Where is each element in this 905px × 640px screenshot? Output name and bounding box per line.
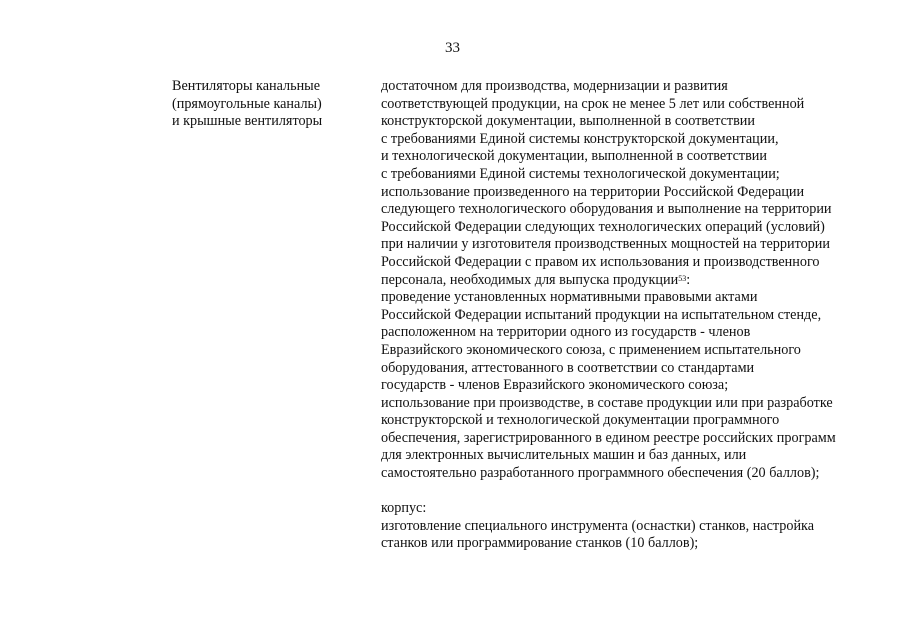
requirement-line: достаточном для производства, модернизации и развития	[381, 78, 728, 94]
requirement-line: с требованиями Единой системы технологической документации;	[381, 165, 780, 182]
footnote-reference[interactable]: 53	[678, 273, 687, 283]
requirement-line: проведение установленных нормативными правовыми актами	[381, 289, 758, 306]
requirement-line: конструкторской документации, выполненной в соответствии	[381, 113, 755, 130]
requirement-line: Российской Федерации с правом их использования и производственного	[381, 253, 820, 270]
requirement-line: и технологической документации, выполненной в соответствии	[381, 148, 767, 165]
requirement-line: Евразийского экономического союза, с применением испытательного	[381, 341, 801, 358]
housing-requirement-line: изготовление специального инструмента (оснастки) станков, настройка	[381, 517, 815, 534]
housing-requirement-line: станков или программирование станков (10 баллов);	[381, 535, 699, 552]
requirement-line: при наличии у изготовителя производственных мощностей на территории	[381, 236, 830, 253]
requirement-line: Российской Федерации испытаний продукции на испытательном стенде,	[381, 306, 822, 323]
requirement-line: расположенном на территории одного из государств - членов	[381, 324, 751, 341]
page-number-text: 33	[445, 40, 460, 56]
requirement-line: использование произведенного на территории Российской Федерации	[381, 183, 805, 200]
product-name-line: и крышные вентиляторы	[172, 113, 323, 130]
requirement-line: соответствующей продукции, на срок не менее 5 лет или собственной	[381, 95, 805, 112]
requirement-line: следующего технологического оборудования и выполнение на территории	[381, 201, 832, 218]
footnote-line-suffix: :	[686, 271, 691, 288]
requirement-line: конструкторской и технологической документации программного	[381, 412, 780, 429]
requirement-line: самостоятельно разработанного программного обеспечения (20 баллов);	[381, 465, 820, 482]
requirement-line: оборудования, аттестованного в соответствии со стандартами	[381, 359, 755, 376]
requirement-line: обеспечения, зарегистрированного в едином реестре российских программ	[381, 429, 836, 446]
requirement-line: с требованиями Единой системы конструкторской документации,	[381, 130, 779, 147]
section-title-housing: корпус:	[381, 500, 427, 517]
requirements-column	[381, 78, 881, 553]
requirement-line: для электронных вычислительных машин и баз данных, или	[381, 447, 747, 464]
requirement-line: использование при производстве, в составе продукции или при разработке	[381, 394, 833, 411]
requirement-line: Российской Федерации следующих технологических операций (условий)	[381, 218, 825, 235]
page-number	[0, 40, 905, 57]
paragraph-gap	[381, 483, 881, 501]
product-name-line: Вентиляторы канальные	[172, 78, 320, 94]
product-name-line: (прямоугольные каналы)	[172, 95, 322, 112]
footnote-line-text: персонала, необходимых для выпуска продукции	[381, 271, 679, 288]
requirement-line: государств - членов Евразийского экономического союза;	[381, 377, 729, 394]
product-name-column	[172, 78, 372, 131]
requirement-line-with-footnote	[381, 272, 881, 290]
